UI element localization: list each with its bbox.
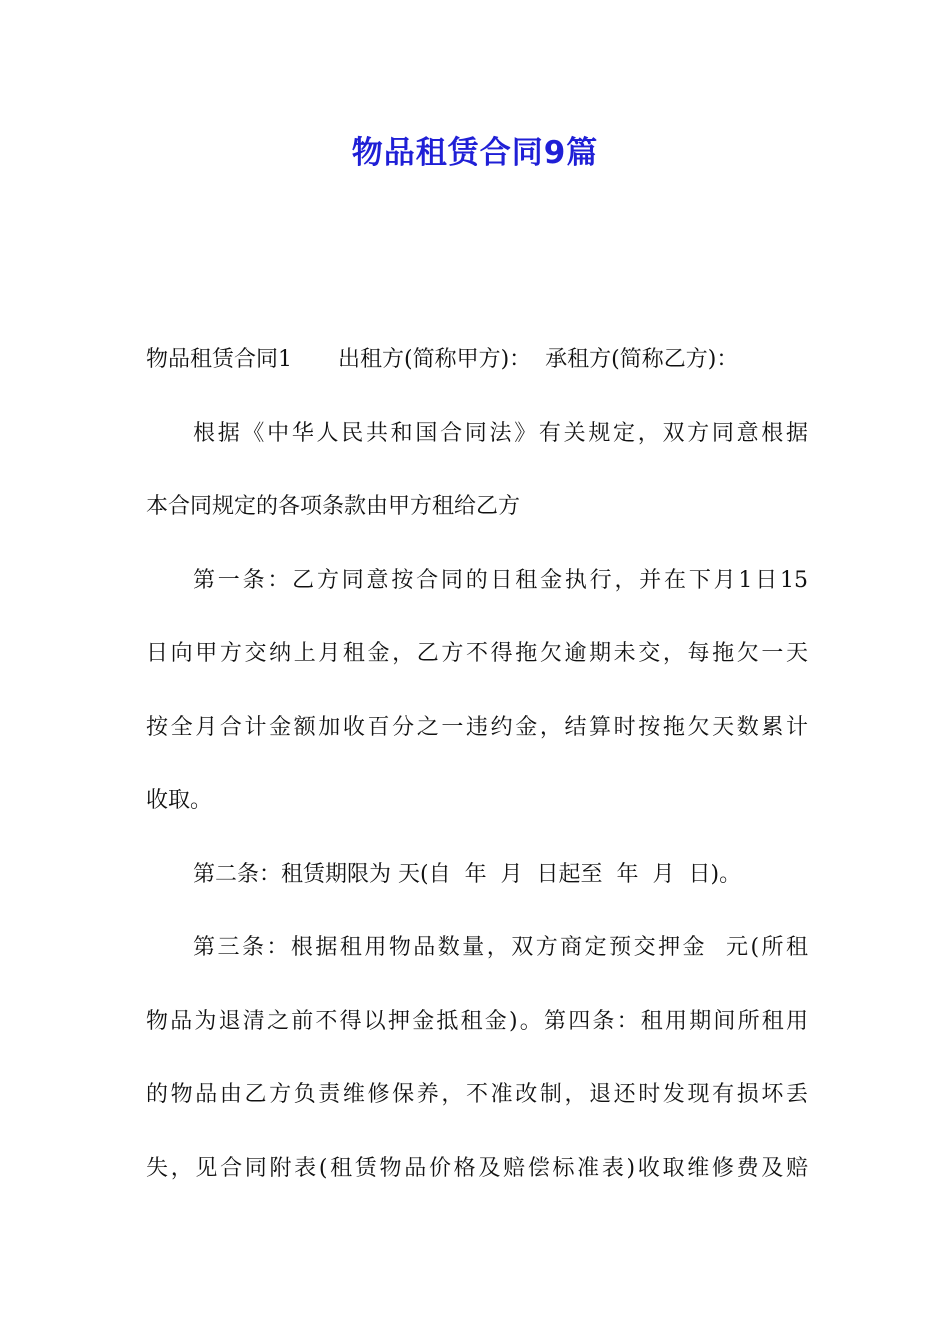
lessor-label: 出租方(简称甲方)： <box>338 347 532 372</box>
document-body <box>146 339 808 1221</box>
paragraph-line: 的物品由乙方负责维修保养，不准改制，退还时发现有损坏丢 <box>146 1082 808 1107</box>
paragraph-line: 第三条：根据租用物品数量，双方商定预交押金 元(所租 <box>193 935 808 960</box>
paragraph-line: 收取。 <box>146 788 213 813</box>
paragraph-line: 物品为退清之前不得以押金抵租金)。第四条：租用期间所租用 <box>146 1008 808 1034</box>
paragraph-line: 失，见合同附表(租赁物品价格及赔偿标准表)收取维修费及赔 <box>146 1155 808 1181</box>
intro-line <box>146 339 808 413</box>
contract-heading: 物品租赁合同1 <box>146 347 292 372</box>
paragraph-line: 日向甲方交纳上月租金，乙方不得拖欠逾期未交，每拖欠一天 <box>146 641 808 666</box>
paragraph-line: 按全月合计金额加收百分之一违约金，结算时按拖欠天数累计 <box>146 714 808 740</box>
paragraph-line: 第二条：租赁期限为 天(自 年 月 日起至 年 月 日)。 <box>193 861 742 887</box>
document-title: 物品租赁合同9篇 <box>351 135 599 171</box>
paragraph-line: 第一条：乙方同意按合同的日租金执行，并在下月1日15 <box>193 567 808 593</box>
lessee-label: 承租方(简称乙方)： <box>545 347 739 372</box>
paragraph-line: 根据《中华人民共和国合同法》有关规定，双方同意根据 <box>193 420 808 446</box>
paragraph-line: 本合同规定的各项条款由甲方租给乙方 <box>146 494 521 519</box>
